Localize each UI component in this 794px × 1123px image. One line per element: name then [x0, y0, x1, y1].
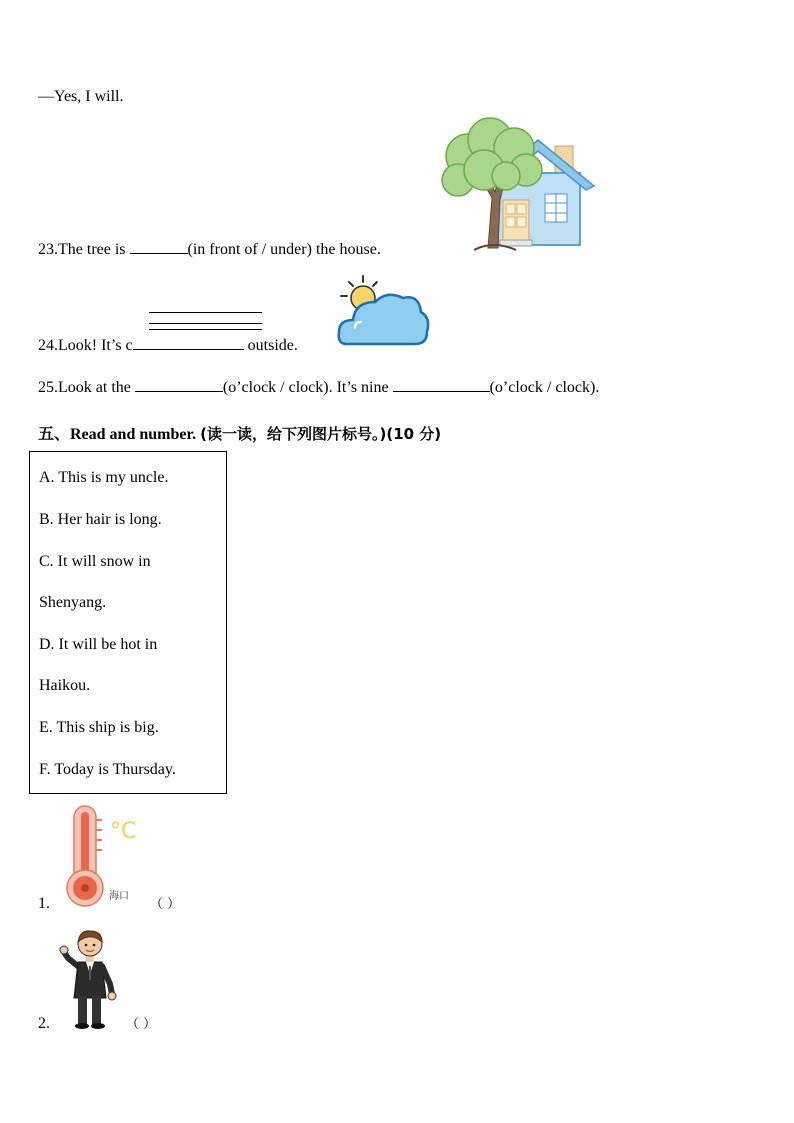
question-text: (in front of / under) the house.	[187, 241, 381, 258]
answer-blank[interactable]	[135, 390, 223, 392]
question-text: outside.	[243, 337, 298, 354]
question-text: Look at the	[58, 379, 135, 396]
question-text: (o’clock / clock). It’s nine	[222, 379, 393, 396]
man-waving-icon	[58, 928, 122, 1030]
writing-lines[interactable]	[149, 312, 262, 330]
house-tree-icon	[438, 118, 598, 258]
options-box	[29, 451, 227, 794]
question-number: 25.	[38, 379, 58, 396]
section-title	[38, 421, 441, 444]
option-d-cont: Haikou.	[39, 677, 91, 694]
option-a: A. This is my uncle.	[39, 469, 169, 486]
picture-number: 2.	[38, 1015, 50, 1032]
option-b: B. Her hair is long.	[39, 511, 162, 528]
option-e: E. This ship is big.	[39, 719, 159, 736]
city-caption: 海口	[109, 891, 129, 902]
answer-blank[interactable]	[133, 348, 244, 350]
answer-line: —Yes, I will.	[38, 88, 124, 105]
answer-blank[interactable]	[130, 252, 188, 254]
option-c: C. It will snow in	[39, 553, 151, 570]
question-text: Look! It’s c	[58, 337, 133, 354]
question-text: (o’clock / clock).	[489, 379, 600, 396]
question-number: 24.	[38, 337, 58, 354]
picture-number: 1.	[38, 895, 50, 912]
cloud-sun-icon	[335, 272, 431, 350]
thermometer-icon	[62, 804, 142, 910]
option-d: D. It will be hot in	[39, 636, 158, 653]
unit-label: °C	[110, 819, 137, 844]
answer-parens[interactable]: （ ）	[126, 1017, 157, 1032]
question-number: 23.	[38, 241, 58, 258]
answer-parens[interactable]: （ ）	[150, 897, 181, 912]
question-25	[38, 379, 599, 397]
section-label: 五、Read and number.	[38, 426, 197, 443]
option-c-cont: Shenyang.	[39, 594, 107, 611]
option-f: F. Today is Thursday.	[39, 761, 176, 778]
answer-blank[interactable]	[393, 390, 490, 392]
section-instruction: (读一读，给下列图片标号。)(10 分)	[200, 425, 442, 443]
question-23	[38, 241, 381, 259]
question-text: The tree is	[58, 241, 130, 258]
question-24	[38, 337, 298, 355]
